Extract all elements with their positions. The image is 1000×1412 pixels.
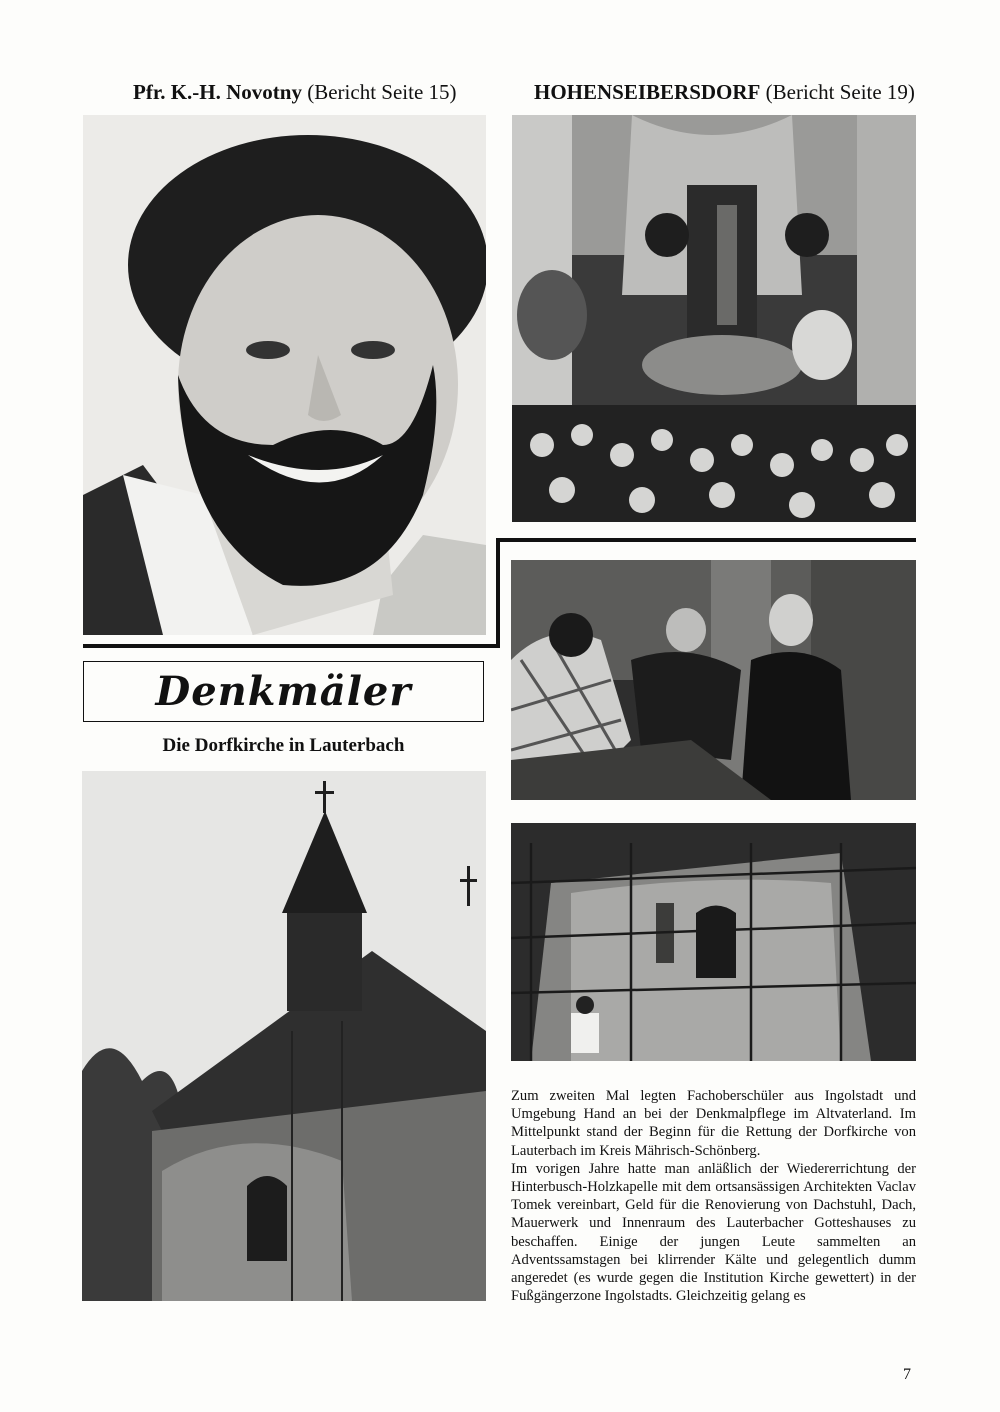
- article-paragraph: Zum zweiten Mal legten Fachoberschüler aus Ingolstadt und Umgebung Hand an bei der Denkmalpflege im Altvaterland. Im Mittelpunkt stand der Beginn für die Rettung der Dorfkirche von Lauterbach im Kreis Mährisch-Schönberg.: [511, 1088, 916, 1159]
- church-exterior-photo: [82, 771, 486, 1301]
- caption-hohenseibersdorf: [534, 80, 915, 105]
- divider-rule-vertical: [496, 538, 500, 648]
- workers-kneeling-photo: [511, 560, 916, 800]
- church-interior-photo: [512, 115, 916, 522]
- scaffolding-photo: [511, 823, 916, 1061]
- divider-rule-horizontal-right: [496, 538, 916, 542]
- page-number: 7: [903, 1366, 911, 1383]
- caption-portrait-name: Pfr. K.-H. Novotny: [133, 80, 302, 104]
- section-title-box: [83, 661, 484, 722]
- divider-rule-horizontal-left: [83, 644, 500, 648]
- caption-portrait: [133, 80, 457, 105]
- caption-hohenseibersdorf-ref: (Bericht Seite 19): [760, 80, 915, 104]
- article-body: [511, 1087, 916, 1305]
- section-title: Denkmäler: [155, 668, 412, 715]
- article-paragraph: Im vorigen Jahre hatte man anläßlich der Wiedererrichtung der Hinterbusch-Holzkapelle mit dem ortsansässigen Architekten Vaclav Tomek vereinbart, Geld für die Renovierung von Dachstuhl, Dach, Mauerwerk und Innenraum des Lauterbacher Gotteshauses zu beschaffen. Einige der jungen Leute sammelten an Adventssamstagen bei klirrender Kälte und gelegentlich dumm angeredet (es wurde gegen die Institution Kirche gewettert) in der Fußgängerzone Ingolstadts. Gleichzeitig gelang es: [511, 1160, 916, 1305]
- caption-portrait-ref: (Bericht Seite 15): [301, 80, 457, 104]
- portrait-photo: [83, 115, 486, 635]
- caption-hohenseibersdorf-name: HOHENSEIBERSDORF: [534, 80, 761, 104]
- section-subtitle: Die Dorfkirche in Lauterbach: [162, 735, 405, 756]
